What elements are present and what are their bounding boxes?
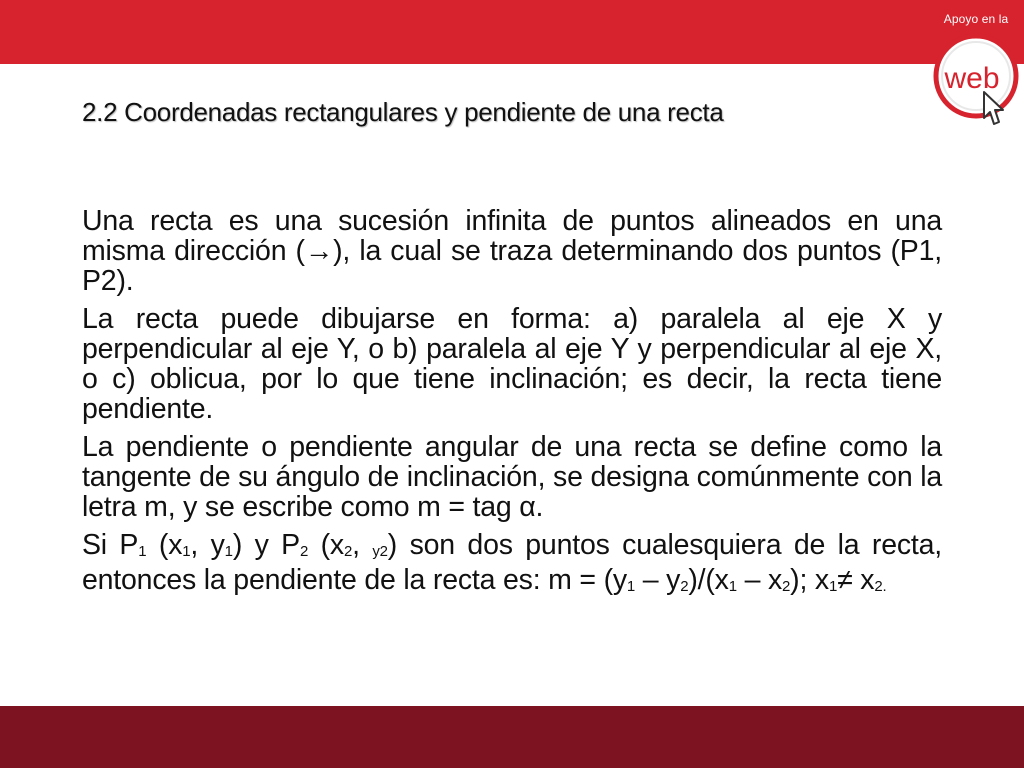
formula-subscript: 2 (782, 578, 791, 595)
formula-text: Si P (82, 529, 139, 561)
formula-subscript: 1 (728, 578, 737, 595)
formula-subscript: 1 (138, 543, 147, 560)
formula-text: (x (308, 529, 344, 561)
formula-subscript: 2 (680, 578, 689, 595)
formula-subscript: 2. (874, 578, 887, 595)
logo-word: web (944, 62, 1000, 95)
formula-text: ) y P (232, 529, 300, 561)
footer-band (0, 706, 1024, 768)
formula-text: , y (190, 529, 225, 561)
formula-text: (x (146, 529, 183, 561)
paragraph-slope-definition: La pendiente o pendiente angular de una recta se define como la tangente de su ángulo de inclinación, se designa comúnmente con la letra m, y se escribe como m = tag α. (82, 431, 942, 523)
paragraph-orientation: La recta puede dibujarse en forma: a) paralela al eje X y perpendicular al eje Y, o b) paralela al eje Y y perpendicular al eje X, o c) oblicua, por lo que tiene inclinación; es decir, la recta tiene pendiente. (82, 303, 942, 425)
web-cursor-icon (932, 32, 1020, 138)
formula-text: ); x (790, 564, 829, 596)
formula-text: – x (736, 564, 783, 596)
formula-text: , (352, 529, 373, 561)
formula-subscript: y2 (372, 543, 388, 560)
apoyo-web-logo[interactable] (932, 8, 1020, 138)
formula-subscript: 1 (224, 543, 233, 560)
formula-subscript: 1 (182, 543, 191, 560)
formula-subscript: 1 (828, 578, 838, 595)
header-band (0, 0, 1024, 64)
slide-title: 2.2 Coordenadas rectangulares y pendiente de una recta (82, 97, 724, 127)
formula-subscript: 2 (299, 543, 309, 560)
formula-text: )/(x (688, 564, 729, 596)
logo-caption: Apoyo en la (943, 12, 1009, 26)
formula-text: – y (635, 564, 681, 596)
formula-text: ≠ x (837, 564, 875, 596)
formula-subscript: 1 (626, 578, 636, 595)
paragraph-definition: Una recta es una sucesión infinita de puntos alineados en una misma dirección (→), la cual se traza determinando dos puntos (P1, P2). (82, 205, 942, 297)
formula-subscript: 2 (343, 543, 353, 560)
paragraph-slope-formula (82, 530, 942, 600)
slide-body (82, 206, 942, 608)
formula-text: ) son dos puntos cualesquiera de la recta, entonces la pendiente de la recta es: m = (y (82, 529, 942, 596)
